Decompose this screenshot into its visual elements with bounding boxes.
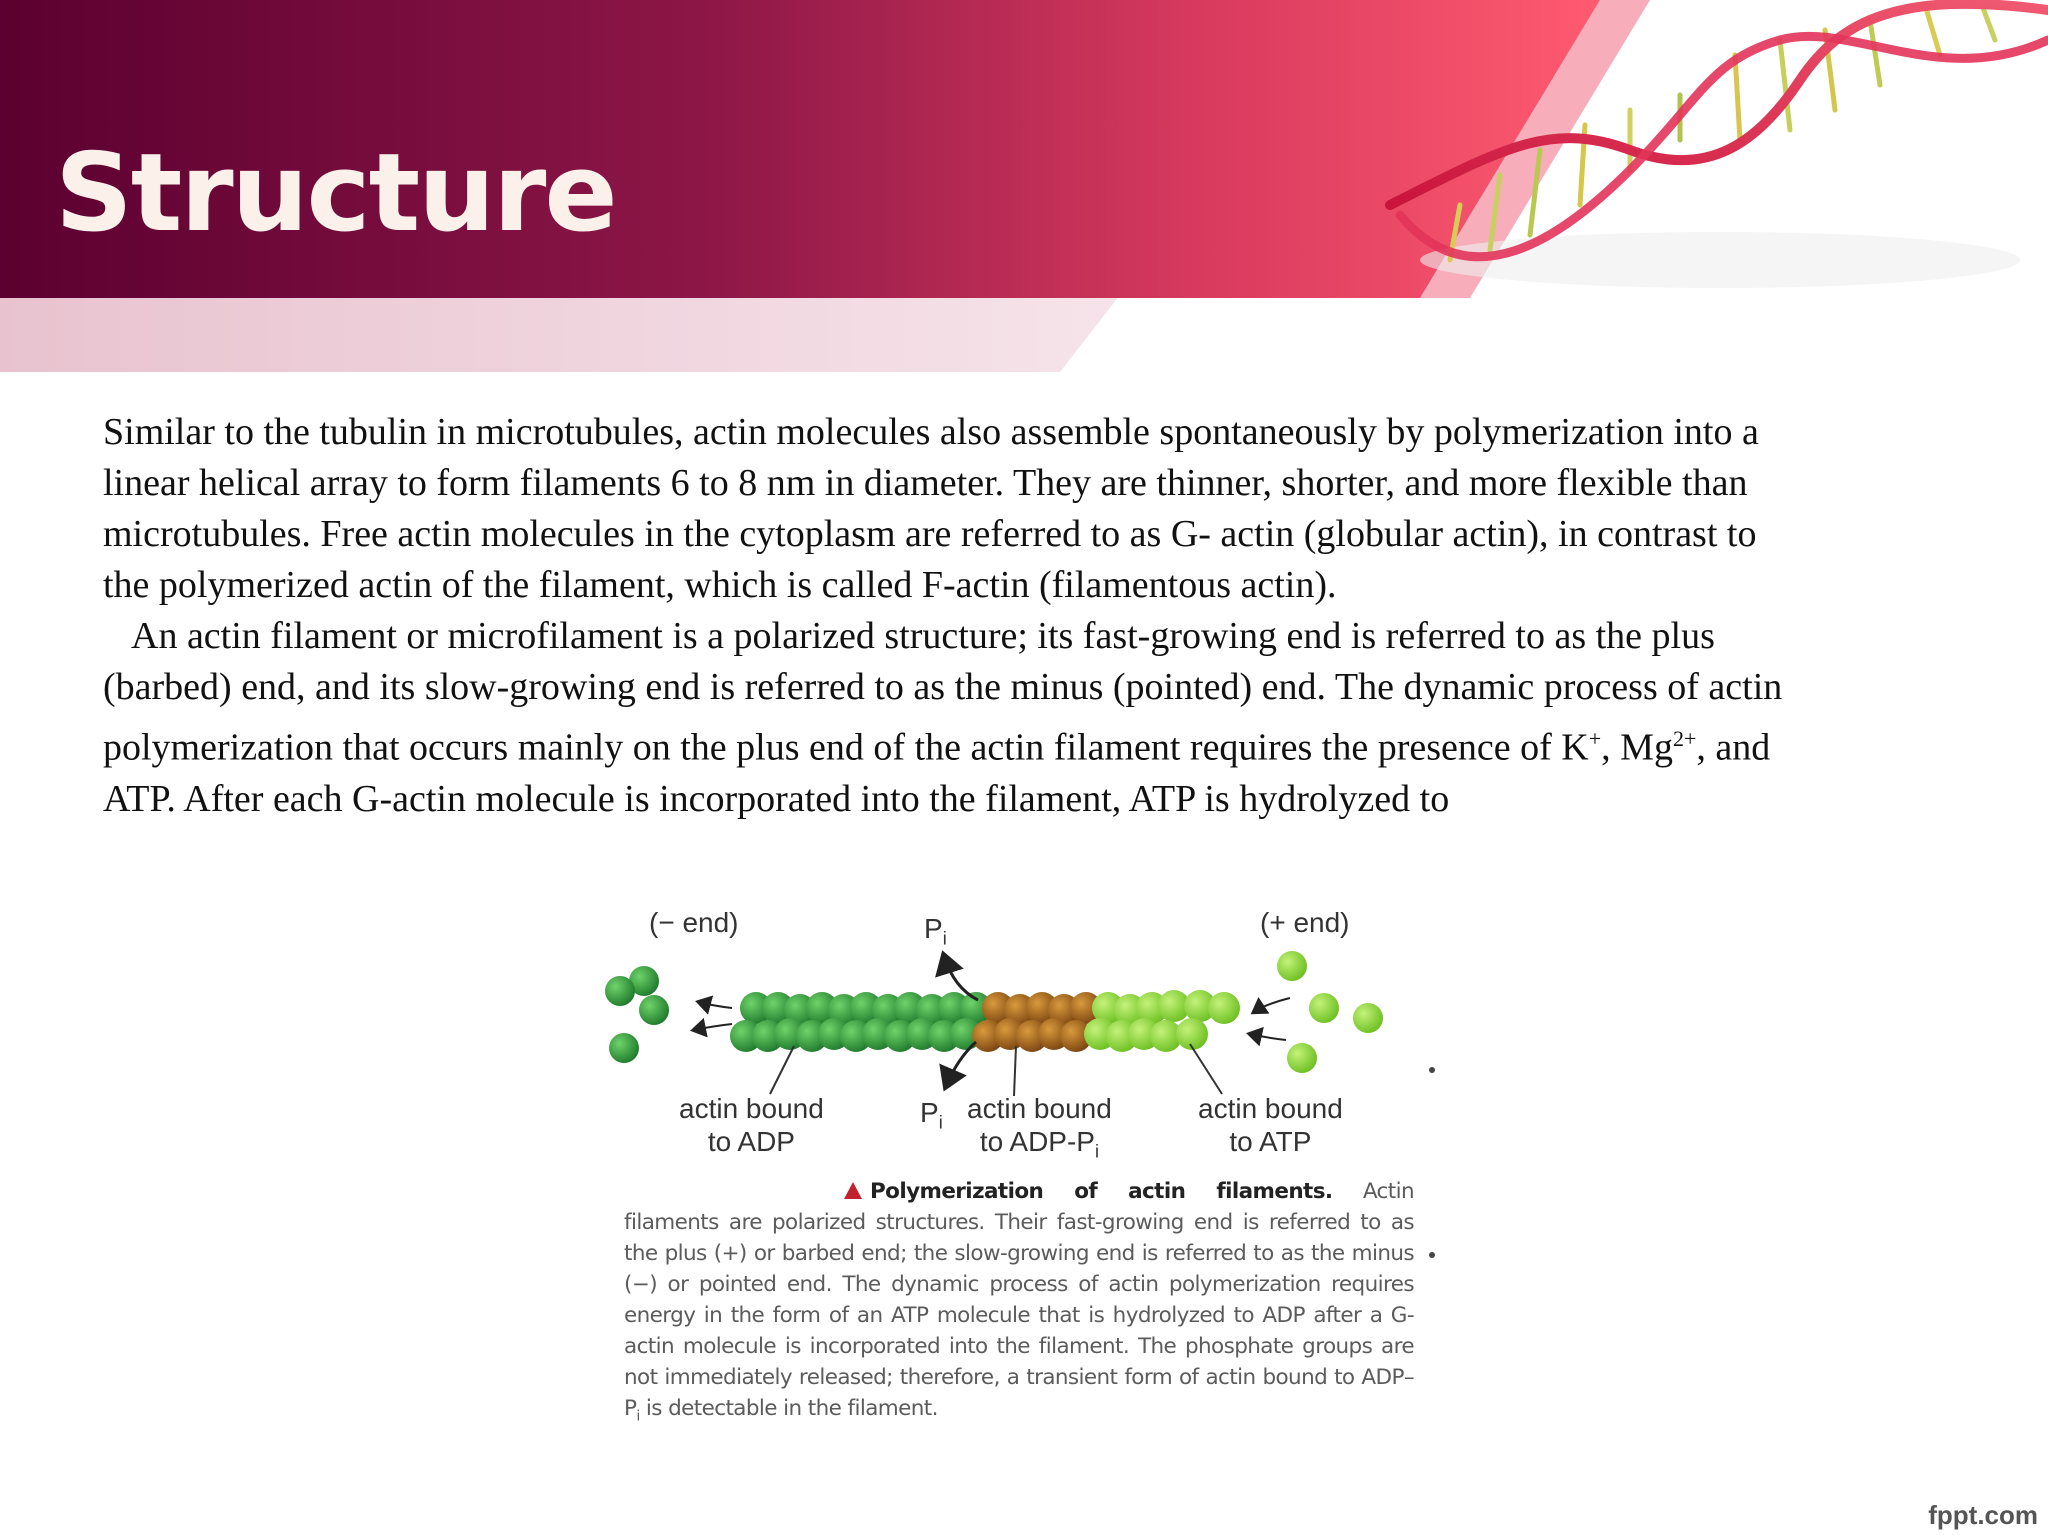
label-actin-adp-pi-text: to ADP-P bbox=[979, 1126, 1095, 1157]
caption-lead: Polymerization of actin filaments. bbox=[870, 1179, 1333, 1204]
free-atp-monomers bbox=[1277, 951, 1383, 1073]
phosphate-subscript: i bbox=[942, 928, 947, 949]
magnesium-superscript: 2+ bbox=[1672, 726, 1697, 751]
filament-adp-pi-segment bbox=[972, 992, 1102, 1052]
caption-end: is detectable in the filament. bbox=[645, 1396, 938, 1421]
figure-caption bbox=[624, 1176, 1414, 1432]
paragraph-2-part-2: , Mg bbox=[1601, 726, 1673, 769]
phosphate-symbol-lower: P bbox=[920, 1097, 939, 1128]
phosphate-subscript-lower: i bbox=[938, 1112, 943, 1133]
dna-helix-graphic bbox=[1380, 0, 2048, 300]
plus-end-label: (+ end) bbox=[1260, 907, 1350, 938]
label-actin-adp bbox=[679, 1092, 824, 1158]
phosphate-released-label-lower bbox=[920, 1096, 943, 1140]
caption-triangle-icon bbox=[844, 1182, 862, 1199]
phosphate-symbol: P bbox=[924, 913, 943, 944]
paragraph-2-part-1: An actin filament or microfilament is a polarized structure; its fast-growing end is referred to as the plus (barbed) end, and its slow-growing end is referred to as the minus (pointed) end. The dynamic process of actin polymerization that occurs mainly on the plus end of the actin filament requires the presence of K bbox=[103, 615, 1783, 769]
label-actin-adp-pi-line-2 bbox=[967, 1125, 1112, 1169]
label-actin-atp-line-1: actin bound bbox=[1198, 1093, 1343, 1124]
filament-atp-segment bbox=[1084, 990, 1240, 1052]
paragraph-1: Similar to the tubulin in microtubules, actin molecules also assemble spontaneously by polymerization into a linear helical array to form filaments 6 to 8 nm in diameter. They are thinner, shorter, and more flexible than microtubules. Free actin molecules in the cytoplasm are referred to as G- actin (globular actin), in contrast to the polymerized actin of the filament, which is called F-actin (filamentous actin). bbox=[103, 411, 1759, 606]
potassium-superscript: + bbox=[1588, 726, 1602, 751]
label-actin-atp-line-2: to ATP bbox=[1229, 1126, 1312, 1157]
label-actin-adp-line-2: to ADP bbox=[707, 1126, 795, 1157]
paragraph-2-part-3: , and ATP. After each G-actin molecule is incorporated into the filament, ATP is hydrolyzed to bbox=[103, 726, 1771, 820]
actin-polymerization-figure bbox=[574, 898, 1454, 1438]
free-adp-monomers bbox=[605, 966, 669, 1063]
body-text bbox=[103, 407, 1783, 825]
phosphate-released-label bbox=[924, 912, 947, 956]
brand-watermark: fppt.com bbox=[1928, 1500, 2038, 1530]
caption-subscript: i bbox=[636, 1408, 640, 1425]
label-actin-adp-pi-line-1: actin bound bbox=[967, 1093, 1112, 1124]
minus-end-label: (− end) bbox=[649, 907, 739, 938]
caption-body: Actin filaments are polarized structures. Their fast-growing end is referred to as the plus (+) or barbed end; the slow-growing end is referred to as the minus (−) or pointed end. The dynamic process of actin polymerization requires energy in the form of an ATP molecule that is hydrolyzed to ADP after a G-actin molecule is incorporated into the filament. The phosphate groups are not immediately released; therefore, a transient form of actin bound to ADP–P bbox=[624, 1179, 1414, 1421]
paragraph-2 bbox=[103, 611, 1783, 825]
label-actin-atp bbox=[1198, 1092, 1343, 1158]
label-actin-adp-pi bbox=[967, 1092, 1112, 1169]
slide-title: Structure bbox=[55, 131, 616, 256]
label-actin-adp-pi-subscript: i bbox=[1094, 1141, 1099, 1162]
label-actin-adp-line-1: actin bound bbox=[679, 1093, 824, 1124]
filament-adp-segment bbox=[730, 992, 992, 1052]
